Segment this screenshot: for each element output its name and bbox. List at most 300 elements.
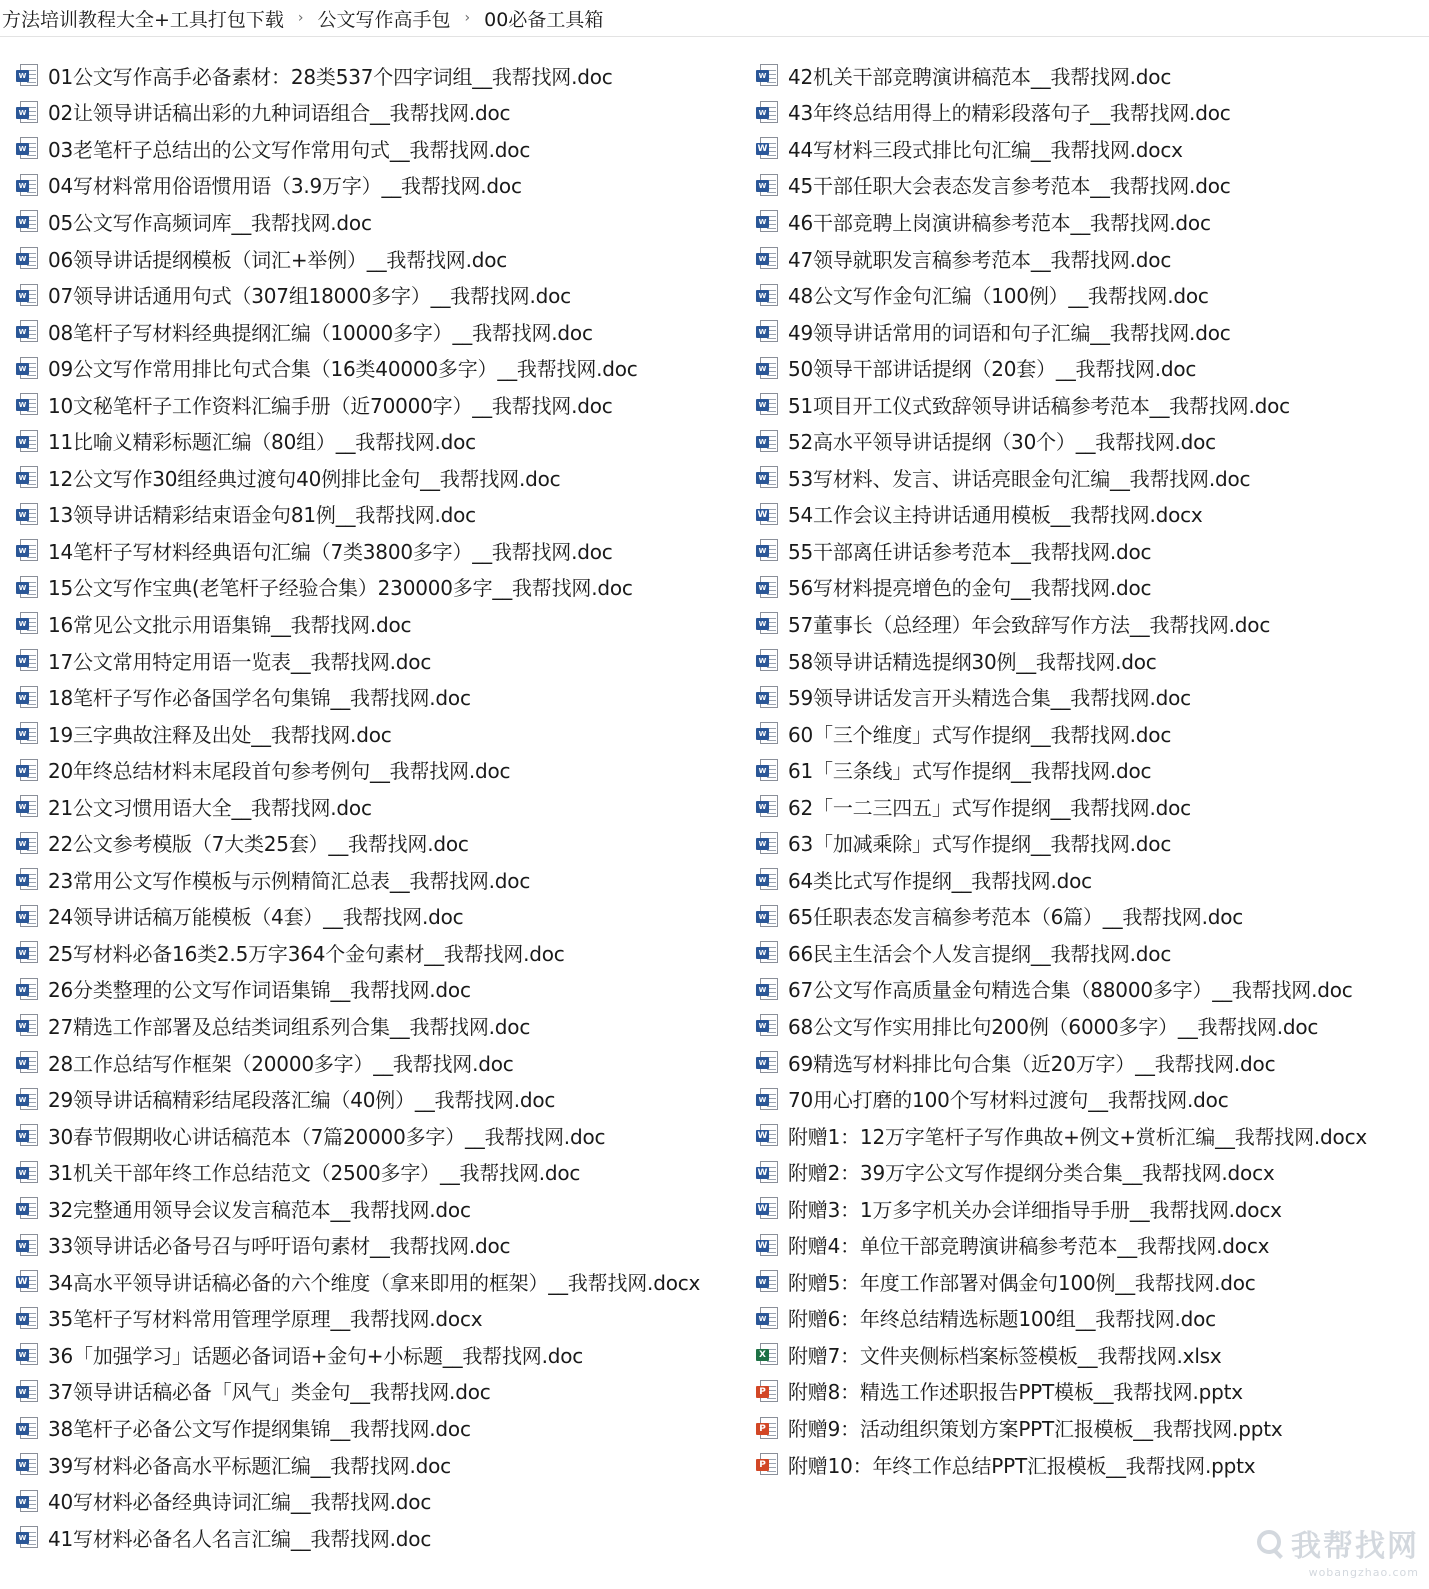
file-item[interactable] <box>756 824 1418 861</box>
file-name: 附赠8：精选工作述职报告PPT模板__我帮找网.pptx <box>788 1380 1243 1405</box>
breadcrumb <box>0 0 1429 37</box>
word-file-icon <box>20 1453 38 1475</box>
word-file-icon <box>760 576 778 598</box>
file-type-badge: W <box>16 1240 29 1252</box>
file-name: 24领导讲话稿万能模板（4套）__我帮找网.doc <box>48 905 464 930</box>
file-item[interactable] <box>16 1519 738 1556</box>
word-file-icon <box>760 1014 778 1036</box>
file-type-badge: W <box>16 801 29 813</box>
word-file-icon <box>760 1307 778 1329</box>
word-file-icon <box>20 430 38 452</box>
file-item[interactable] <box>16 422 738 459</box>
file-item[interactable] <box>16 971 738 1008</box>
file-item[interactable] <box>756 605 1418 642</box>
file-name: 41写材料必备名人名言汇编__我帮找网.doc <box>48 1526 432 1551</box>
file-item[interactable] <box>756 203 1418 240</box>
word-file-icon <box>760 686 778 708</box>
file-type-badge: W <box>16 765 29 777</box>
file-type-badge: W <box>16 363 29 375</box>
chevron-right-icon: › <box>297 10 304 26</box>
file-item[interactable] <box>756 569 1418 606</box>
watermark-title: 我帮找网 <box>1291 1529 1419 1564</box>
file-item[interactable] <box>756 898 1418 935</box>
file-type-badge: W <box>16 1057 29 1069</box>
file-name: 33领导讲话必备号召与呼吁语句素材__我帮找网.doc <box>48 1234 511 1259</box>
file-type-badge: W <box>16 180 29 192</box>
file-type-badge: W <box>756 1094 769 1106</box>
file-name: 13领导讲话精彩结束语金句81例__我帮找网.doc <box>48 503 476 528</box>
file-type-badge: W <box>756 801 769 813</box>
file-item[interactable] <box>16 1190 738 1227</box>
file-type-badge: W <box>16 509 29 521</box>
word-file-icon <box>20 1051 38 1073</box>
word-file-icon <box>20 686 38 708</box>
file-name: 30春节假期收心讲话稿范本（7篇20000多字）__我帮找网.doc <box>48 1124 606 1149</box>
file-type-badge: W <box>16 107 29 119</box>
file-item[interactable] <box>756 1373 1418 1410</box>
file-type-badge: W <box>756 692 769 704</box>
file-type-badge: W <box>16 874 29 886</box>
word-file-icon <box>20 174 38 196</box>
file-name: 附赠4：单位干部竞聘演讲稿参考范本__我帮找网.docx <box>788 1234 1270 1259</box>
file-name: 05公文写作高频词库__我帮找网.doc <box>48 210 372 235</box>
file-name: 48公文写作金句汇编（100例）__我帮找网.doc <box>788 284 1209 309</box>
file-type-badge: W <box>16 1459 29 1471</box>
word-file-icon <box>20 1161 38 1183</box>
file-item[interactable] <box>16 532 738 569</box>
file-item[interactable] <box>16 1446 738 1483</box>
watermark <box>1257 1521 1419 1579</box>
file-name: 62「一二三四五」式写作提纲__我帮找网.doc <box>788 795 1191 820</box>
file-type-badge: W <box>16 1020 29 1032</box>
file-type-badge: W <box>756 911 769 923</box>
word-file-icon <box>20 1417 38 1439</box>
file-type-badge: W <box>16 582 29 594</box>
file-item[interactable] <box>756 386 1418 423</box>
file-item[interactable] <box>756 57 1418 94</box>
file-name: 38笔杆子必备公文写作提纲集锦__我帮找网.doc <box>48 1417 471 1441</box>
file-name: 附赠6：年终总结精选标题100组__我帮找网.doc <box>788 1307 1216 1332</box>
word-file-icon <box>20 210 38 232</box>
file-item[interactable] <box>16 496 738 533</box>
word-file-icon <box>20 612 38 634</box>
file-type-badge: W <box>756 363 769 375</box>
word-file-icon <box>760 722 778 744</box>
file-type-badge: W <box>16 326 29 338</box>
file-type-badge: W <box>16 399 29 411</box>
file-item[interactable] <box>16 57 738 94</box>
file-item[interactable] <box>756 1080 1418 1117</box>
file-item[interactable] <box>16 898 738 935</box>
file-item[interactable] <box>756 459 1418 496</box>
file-type-badge: W <box>756 1276 769 1288</box>
file-type-badge: W <box>16 1130 29 1142</box>
word-file-icon <box>760 101 778 123</box>
file-name: 42机关干部竞聘演讲稿范本__我帮找网.doc <box>788 64 1172 89</box>
file-item[interactable] <box>16 642 738 679</box>
file-name: 附赠9：活动组织策划方案PPT汇报模板__我帮找网.pptx <box>788 1417 1283 1441</box>
word-file-icon <box>20 1234 38 1256</box>
word-file-icon <box>20 868 38 890</box>
file-type-badge: W <box>16 1167 29 1179</box>
file-name: 35笔杆子写材料常用管理学原理__我帮找网.docx <box>48 1307 483 1332</box>
file-type-badge: W <box>16 143 29 155</box>
file-type-badge: W <box>756 765 769 777</box>
file-name: 附赠1：12万字笔杆子写作典故+例文+赏析汇编__我帮找网.docx <box>788 1124 1368 1149</box>
file-name: 26分类整理的公文写作词语集锦__我帮找网.doc <box>48 978 471 1003</box>
word-file-icon <box>20 539 38 561</box>
file-item[interactable] <box>16 1300 738 1337</box>
word-file-icon <box>20 978 38 1000</box>
file-name: 08笔杆子写材料经典提纲汇编（10000多字）__我帮找网.doc <box>48 320 593 345</box>
word-file-icon <box>760 539 778 561</box>
file-name: 27精选工作部署及总结类词组系列合集__我帮找网.doc <box>48 1014 531 1039</box>
file-list-left-column <box>16 57 738 1555</box>
file-item[interactable] <box>16 1482 738 1519</box>
file-item[interactable] <box>756 971 1418 1008</box>
file-type-badge: W <box>757 1240 768 1251</box>
file-name: 18笔杆子写作必备国学名句集锦__我帮找网.doc <box>48 686 471 711</box>
file-item[interactable] <box>16 605 738 642</box>
file-item[interactable] <box>756 751 1418 788</box>
word-file-icon <box>760 1270 778 1292</box>
file-name: 14笔杆子写材料经典语句汇编（7类3800多字）__我帮找网.doc <box>48 539 613 564</box>
file-name: 54工作会议主持讲话通用模板__我帮找网.docx <box>788 503 1203 528</box>
word-file-icon <box>20 1380 38 1402</box>
file-name: 31机关干部年终工作总结范文（2500多字）__我帮找网.doc <box>48 1161 581 1186</box>
file-item[interactable] <box>16 861 738 898</box>
watermark-url: wobangzhao.com <box>1308 1566 1419 1579</box>
file-type-badge: W <box>16 253 29 265</box>
file-name: 57董事长（总经理）年会致辞写作方法__我帮找网.doc <box>788 612 1271 637</box>
word-file-icon <box>20 759 38 781</box>
file-type-badge: W <box>16 655 29 667</box>
file-name: 45干部任职大会表态发言参考范本__我帮找网.doc <box>788 174 1231 199</box>
file-name: 47领导就职发言稿参考范本__我帮找网.doc <box>788 247 1172 272</box>
file-item[interactable] <box>16 276 738 313</box>
file-type-badge: W <box>16 290 29 302</box>
file-type-badge: W <box>16 692 29 704</box>
file-name: 17公文常用特定用语一览表__我帮找网.doc <box>48 649 432 674</box>
file-name: 53写材料、发言、讲话亮眼金句汇编__我帮找网.doc <box>788 466 1251 491</box>
file-item[interactable] <box>16 313 738 350</box>
file-name: 21公文习惯用语大全__我帮找网.doc <box>48 795 372 820</box>
file-type-badge: W <box>757 1204 768 1215</box>
file-item[interactable] <box>756 313 1418 350</box>
file-name: 43年终总结用得上的精彩段落句子__我帮找网.doc <box>788 101 1231 126</box>
file-item[interactable] <box>756 861 1418 898</box>
file-type-badge: W <box>756 838 769 850</box>
file-item[interactable] <box>756 1263 1418 1300</box>
file-item[interactable] <box>16 934 738 971</box>
file-item[interactable] <box>16 1373 738 1410</box>
file-type-badge: W <box>757 1167 768 1178</box>
file-name: 36「加强学习」话题必备词语+金句+小标题__我帮找网.doc <box>48 1343 584 1368</box>
file-item[interactable] <box>16 678 738 715</box>
file-name: 02让领导讲话稿出彩的九种词语组合__我帮找网.doc <box>48 101 511 126</box>
file-item[interactable] <box>16 1409 738 1446</box>
file-type-badge: W <box>16 947 29 959</box>
word-file-icon <box>20 649 38 671</box>
file-name: 28工作总结写作框架（20000多字）__我帮找网.doc <box>48 1051 514 1076</box>
file-type-badge: W <box>16 618 29 630</box>
file-name: 39写材料必备高水平标题汇编__我帮找网.doc <box>48 1453 451 1478</box>
word-file-icon <box>760 174 778 196</box>
word-file-icon <box>20 1014 38 1036</box>
word-file-icon <box>20 1343 38 1365</box>
file-name: 49领导讲话常用的词语和句子汇编__我帮找网.doc <box>788 320 1231 345</box>
file-item[interactable] <box>16 459 738 496</box>
file-name: 23常用公文写作模板与示例精简汇总表__我帮找网.doc <box>48 868 531 893</box>
file-type-badge: W <box>756 70 769 82</box>
file-item[interactable] <box>756 94 1418 131</box>
file-item[interactable] <box>756 130 1418 167</box>
word-file-icon <box>760 210 778 232</box>
file-name: 10文秘笔杆子工作资料汇编手册（近70000字）__我帮找网.doc <box>48 393 613 418</box>
file-name: 51项目开工仪式致辞领导讲话稿参考范本__我帮找网.doc <box>788 393 1290 418</box>
file-name: 19三字典故注释及出处__我帮找网.doc <box>48 722 392 747</box>
word-file-icon <box>757 503 778 525</box>
file-name: 67公文写作高质量金句精选合集（88000多字）__我帮找网.doc <box>788 978 1353 1003</box>
file-type-badge: W <box>756 399 769 411</box>
file-item[interactable] <box>756 1409 1418 1446</box>
file-name: 40写材料必备经典诗词汇编__我帮找网.doc <box>48 1490 432 1515</box>
file-type-badge: W <box>16 1532 29 1544</box>
file-type-badge: W <box>756 253 769 265</box>
file-item[interactable] <box>16 569 738 606</box>
file-type-badge: W <box>756 1057 769 1069</box>
word-file-icon <box>757 137 778 159</box>
file-item[interactable] <box>16 824 738 861</box>
file-item[interactable] <box>756 422 1418 459</box>
file-name: 63「加减乘除」式写作提纲__我帮找网.doc <box>788 832 1172 857</box>
file-type-badge: W <box>756 984 769 996</box>
word-file-icon <box>20 941 38 963</box>
file-name: 34高水平领导讲话稿必备的六个维度（拿来即用的框架）__我帮找网.docx <box>48 1270 701 1295</box>
file-type-badge: W <box>16 911 29 923</box>
word-file-icon <box>760 612 778 634</box>
file-item[interactable] <box>756 1007 1418 1044</box>
file-name: 66民主生活会个人发言提纲__我帮找网.doc <box>788 941 1172 966</box>
file-item[interactable] <box>16 751 738 788</box>
file-item[interactable] <box>756 1227 1418 1264</box>
file-type-badge: W <box>16 1349 29 1361</box>
breadcrumb-item-current[interactable]: 00必备工具箱 <box>484 8 604 31</box>
file-item[interactable] <box>16 1007 738 1044</box>
file-type-badge: W <box>756 1313 769 1325</box>
file-type-badge: W <box>756 582 769 594</box>
file-item[interactable] <box>16 1153 738 1190</box>
file-item[interactable] <box>16 1117 738 1154</box>
word-file-icon <box>760 759 778 781</box>
file-name: 44写材料三段式排比句汇编__我帮找网.docx <box>788 137 1183 162</box>
file-type-badge: W <box>756 1020 769 1032</box>
file-name: 09公文写作常用排比句式合集（16类40000多字）__我帮找网.doc <box>48 357 638 382</box>
file-name: 20年终总结材料末尾段首句参考例句__我帮找网.doc <box>48 759 511 784</box>
word-file-icon <box>760 941 778 963</box>
word-file-icon <box>757 1197 778 1219</box>
file-item[interactable] <box>756 349 1418 386</box>
file-type-badge: W <box>756 618 769 630</box>
word-file-icon <box>20 722 38 744</box>
word-file-icon <box>20 1307 38 1329</box>
file-item[interactable] <box>756 1117 1418 1154</box>
file-type-badge: W <box>16 728 29 740</box>
file-type-badge: W <box>756 436 769 448</box>
file-name: 65任职表态发言稿参考范本（6篇）__我帮找网.doc <box>788 905 1244 930</box>
file-type-badge: W <box>756 545 769 557</box>
word-file-icon <box>757 1234 778 1256</box>
file-type-badge: W <box>16 1094 29 1106</box>
file-name: 69精选写材料排比句合集（近20万字）__我帮找网.doc <box>788 1051 1276 1076</box>
file-type-badge: W <box>16 472 29 484</box>
word-file-icon <box>760 905 778 927</box>
word-file-icon <box>760 1088 778 1110</box>
file-item[interactable] <box>16 203 738 240</box>
file-name: 03老笔杆子总结出的公文写作常用句式__我帮找网.doc <box>48 137 531 162</box>
file-type-badge: W <box>17 1277 28 1288</box>
word-file-icon <box>20 357 38 379</box>
file-type-badge: W <box>16 1203 29 1215</box>
file-item[interactable] <box>756 240 1418 277</box>
file-type-badge: W <box>16 984 29 996</box>
file-item[interactable] <box>756 1044 1418 1081</box>
file-item[interactable] <box>16 1263 738 1300</box>
file-item[interactable] <box>756 276 1418 313</box>
file-item[interactable] <box>16 349 738 386</box>
file-item[interactable] <box>16 788 738 825</box>
file-type-badge: W <box>757 1131 768 1142</box>
file-type-badge: P <box>756 1423 769 1435</box>
file-item[interactable] <box>16 386 738 423</box>
word-file-icon <box>20 1526 38 1548</box>
file-item[interactable] <box>756 532 1418 569</box>
powerpoint-file-icon <box>760 1417 778 1439</box>
breadcrumb-item-root[interactable]: 方法培训教程大全+工具打包下载 <box>2 8 284 31</box>
file-type-badge: W <box>16 1313 29 1325</box>
file-item[interactable] <box>756 1446 1418 1483</box>
word-file-icon <box>20 832 38 854</box>
powerpoint-file-icon <box>760 1380 778 1402</box>
word-file-icon <box>17 1270 38 1292</box>
file-item[interactable] <box>16 1336 738 1373</box>
file-type-badge: W <box>756 326 769 338</box>
file-name: 59领导讲话发言开头精选合集__我帮找网.doc <box>788 686 1191 711</box>
file-name: 25写材料必备16类2.5万字364个金句素材__我帮找网.doc <box>48 941 565 966</box>
file-item[interactable] <box>16 715 738 752</box>
word-file-icon <box>20 795 38 817</box>
word-file-icon <box>20 905 38 927</box>
file-type-badge: W <box>16 838 29 850</box>
file-type-badge: W <box>756 655 769 667</box>
file-type-badge: W <box>757 509 768 520</box>
word-file-icon <box>760 466 778 488</box>
file-name: 附赠10：年终工作总结PPT汇报模板__我帮找网.pptx <box>788 1453 1256 1478</box>
file-name: 46干部竞聘上岗演讲稿参考范本__我帮找网.doc <box>788 210 1211 235</box>
file-name: 64类比式写作提纲__我帮找网.doc <box>788 868 1092 893</box>
word-file-icon <box>757 1161 778 1183</box>
word-file-icon <box>20 1088 38 1110</box>
file-name: 附赠5：年度工作部署对偶金句100例__我帮找网.doc <box>788 1270 1256 1295</box>
file-item[interactable] <box>756 678 1418 715</box>
file-item[interactable] <box>16 1080 738 1117</box>
file-item[interactable] <box>16 1044 738 1081</box>
file-type-badge: P <box>756 1459 769 1471</box>
file-type-badge: W <box>756 947 769 959</box>
file-type-badge: W <box>756 728 769 740</box>
word-file-icon <box>20 393 38 415</box>
file-name: 37领导讲话稿必备「风气」类金句__我帮找网.doc <box>48 1380 491 1405</box>
word-file-icon <box>760 430 778 452</box>
file-name: 11比喻义精彩标题汇编（80组）__我帮找网.doc <box>48 430 476 455</box>
file-item[interactable] <box>756 1336 1418 1373</box>
file-item[interactable] <box>756 788 1418 825</box>
file-name: 07领导讲话通用句式（307组18000多字）__我帮找网.doc <box>48 284 571 309</box>
file-name: 68公文写作实用排比句200例（6000多字）__我帮找网.doc <box>788 1014 1319 1039</box>
file-name: 50领导干部讲话提纲（20套）__我帮找网.doc <box>788 357 1197 382</box>
word-file-icon <box>20 320 38 342</box>
file-type-badge: W <box>16 545 29 557</box>
word-file-icon <box>20 576 38 598</box>
file-item[interactable] <box>16 130 738 167</box>
magnifier-icon <box>1257 1530 1283 1556</box>
file-item[interactable] <box>16 240 738 277</box>
word-file-icon <box>20 503 38 525</box>
file-type-badge: W <box>756 472 769 484</box>
chevron-right-icon: › <box>464 10 471 26</box>
file-type-badge: W <box>756 216 769 228</box>
file-name: 15公文写作宝典(老笔杆子经验合集）230000多字__我帮找网.doc <box>48 576 633 601</box>
word-file-icon <box>760 357 778 379</box>
word-file-icon <box>760 320 778 342</box>
word-file-icon <box>20 101 38 123</box>
word-file-icon <box>760 649 778 671</box>
file-item[interactable] <box>756 934 1418 971</box>
word-file-icon <box>20 466 38 488</box>
word-file-icon <box>20 247 38 269</box>
file-name: 附赠2：39万字公文写作提纲分类合集__我帮找网.docx <box>788 1161 1275 1186</box>
file-name: 60「三个维度」式写作提纲__我帮找网.doc <box>788 722 1172 747</box>
word-file-icon <box>760 868 778 890</box>
word-file-icon <box>20 64 38 86</box>
file-list-right-column <box>756 57 1418 1482</box>
file-type-badge: W <box>756 874 769 886</box>
excel-file-icon <box>760 1343 778 1365</box>
file-item[interactable] <box>16 94 738 131</box>
file-item[interactable] <box>16 1227 738 1264</box>
file-type-badge: W <box>16 1386 29 1398</box>
file-item[interactable] <box>16 167 738 204</box>
file-item[interactable] <box>756 715 1418 752</box>
file-name: 01公文写作高手必备素材：28类537个四字词组__我帮找网.doc <box>48 64 613 89</box>
file-name: 16常见公文批示用语集锦__我帮找网.doc <box>48 612 412 637</box>
file-item[interactable] <box>756 1190 1418 1227</box>
word-file-icon <box>760 64 778 86</box>
file-item[interactable] <box>756 1300 1418 1337</box>
file-name: 61「三条线」式写作提纲__我帮找网.doc <box>788 759 1152 784</box>
file-item[interactable] <box>756 167 1418 204</box>
word-file-icon <box>760 393 778 415</box>
breadcrumb-item-folder[interactable]: 公文写作高手包 <box>317 8 451 31</box>
file-item[interactable] <box>756 496 1418 533</box>
word-file-icon <box>760 247 778 269</box>
file-item[interactable] <box>756 642 1418 679</box>
file-name: 52高水平领导讲话提纲（30个）__我帮找网.doc <box>788 430 1216 455</box>
file-item[interactable] <box>756 1153 1418 1190</box>
word-file-icon <box>760 284 778 306</box>
file-name: 附赠7：文件夹侧标档案标签模板__我帮找网.xlsx <box>788 1343 1222 1368</box>
word-file-icon <box>20 1124 38 1146</box>
